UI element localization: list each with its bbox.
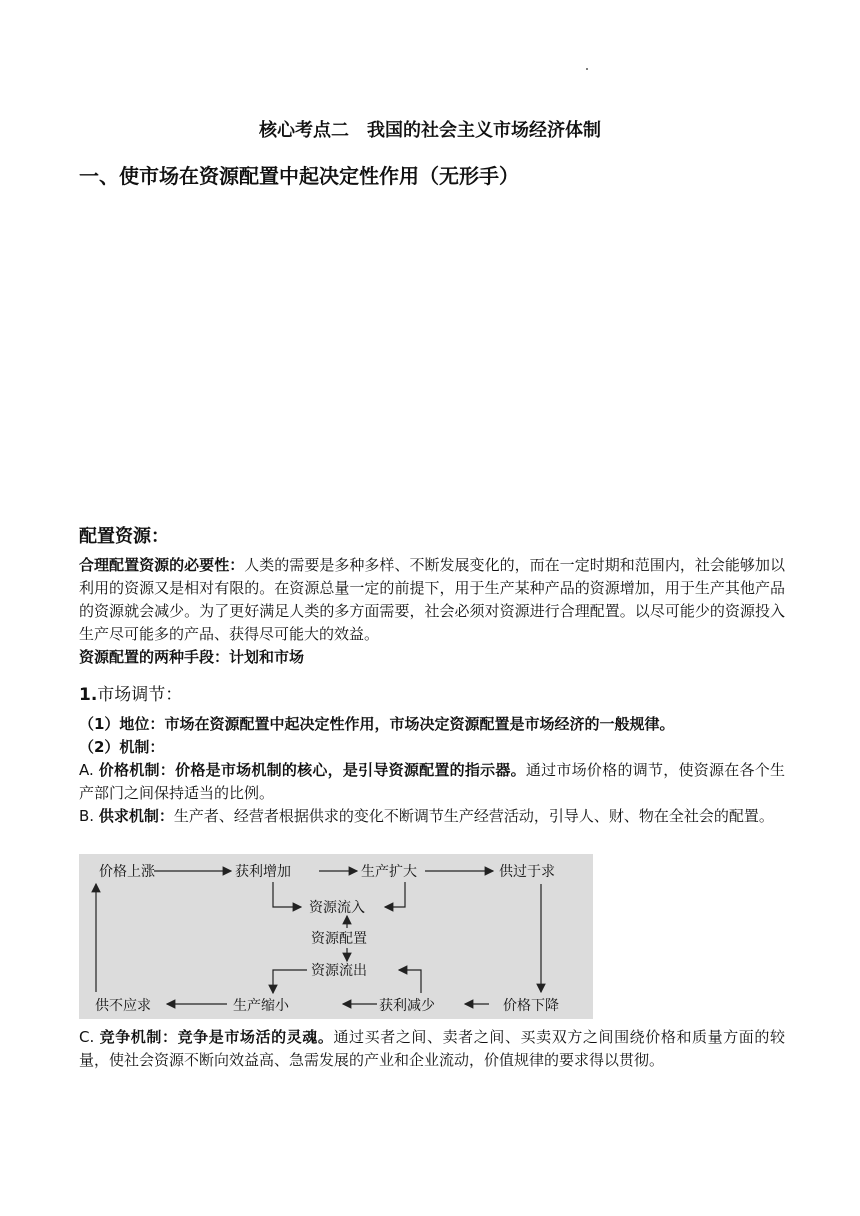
node-profit-down: 获利减少 (379, 998, 435, 1014)
necessity-text: 人类的需要是多种多样、不断发展变化的，而在一定时期和范围内，社会能够加以利用的资源又是相对有限的。在资源总量一定的前提下，用于生产某种产品的资源增加，用于生产其他产品的资源就会减少。为了更好满足人类的多方面需要，社会必须对资源进行合理配置。以尽可能少的资源投入生产尽可能多的产品、获得尽可能大的效益。 (79, 556, 785, 643)
node-demand-exceeds-supply: 供不应求 (95, 998, 151, 1014)
competition-mechanism-text: 通过买者之间、卖者之间、买卖双方之间围绕价格和质量方面的较量，使社会资源不断向效益高、急需发展的产业和企业流动，价值规律的要求得以贯彻。 (79, 1028, 785, 1069)
node-resources-in: 资源流入 (309, 900, 365, 916)
supply-demand-flowchart (79, 854, 593, 1019)
price-mechanism-bold-text: 价格是市场机制的核心，是引导资源配置的指示器。 (175, 761, 526, 779)
node-profit-up: 获利增加 (235, 864, 291, 880)
decorative-dot (586, 68, 588, 70)
competition-mechanism-prefix: C. (79, 1028, 100, 1046)
price-mechanism-paragraph (79, 759, 785, 805)
node-production-shrink: 生产缩小 (233, 998, 289, 1014)
price-mechanism-text: 通过市场价格的调节，使资源在各个生产部门之间保持适当的比例。 (79, 761, 785, 802)
section-heading-market-role: 一、使市场在资源配置中起决定性作用（无形手） (79, 164, 519, 188)
competition-mechanism-label: 竞争机制： (99, 1028, 178, 1046)
price-mechanism-label: 价格机制： (98, 761, 176, 779)
node-resources-out: 资源流出 (311, 963, 367, 979)
supply-mechanism-text: 生产者、经营者根据供求的变化不断调节生产经营活动，引导人、财、物在全社会的配置。 (173, 807, 774, 825)
mechanism-label: （2）机制： (79, 738, 165, 756)
allocation-means: 资源配置的两种手段：计划和市场 (79, 648, 305, 666)
node-resource-allocation: 资源配置 (311, 931, 367, 947)
supply-mechanism-paragraph (79, 805, 785, 828)
position-label: （1）地位： (79, 715, 165, 733)
position-text: 市场在资源配置中起决定性作用，市场决定资源配置是市场经济的一般规律。 (164, 715, 675, 733)
necessity-paragraph (79, 554, 785, 646)
market-heading-text: 市场调节： (97, 685, 183, 705)
market-number: 1. (79, 685, 98, 705)
page-title: 核心考点二 我国的社会主义市场经济体制 (259, 120, 601, 141)
competition-mechanism-paragraph (79, 1026, 785, 1072)
node-price-down: 价格下降 (503, 998, 559, 1014)
competition-mechanism-bold-text: 竞争是市场活的灵魂。 (177, 1028, 334, 1046)
supply-mechanism-label: 供求机制： (98, 807, 174, 825)
section-heading-resource-allocation: 配置资源： (79, 526, 169, 547)
market-regulation-heading (79, 680, 182, 705)
price-mechanism-prefix: A. (79, 761, 99, 779)
node-supply-exceeds-demand: 供过于求 (499, 864, 555, 880)
node-price-up: 价格上涨 (99, 864, 155, 880)
node-production-expand: 生产扩大 (361, 864, 417, 880)
position-line (79, 713, 785, 736)
necessity-label: 合理配置资源的必要性： (79, 556, 245, 574)
supply-mechanism-prefix: B. (79, 807, 99, 825)
